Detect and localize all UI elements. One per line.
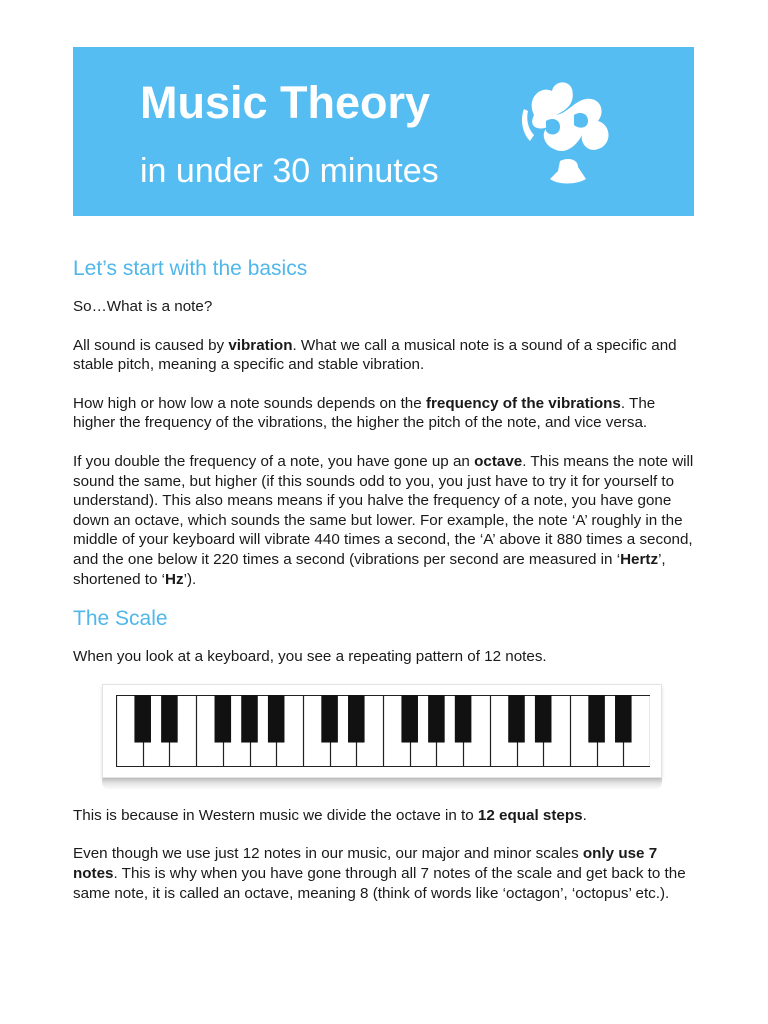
musescore-logo-icon	[516, 75, 616, 195]
heading-scale: The Scale	[73, 607, 168, 631]
page-title: Music Theory	[140, 77, 431, 128]
black-key	[455, 695, 472, 743]
piano-keyboard-image	[102, 684, 662, 792]
paragraph-octave: If you double the frequency of a note, you have gone up an octave. This means the note will sound the same, but higher (if this sounds odd to you, you just have to try it for yourself to understand). This also means means if you halve the frequency of a note, you have gone down an octave, which sounds the same but lower. For example, the note ‘A’ roughly in the middle of your keyboard will vibrate 440 times a second, the ‘A’ above it 880 times a second, and the one below it 220 times a second (vibrations per second are measured in ‘Hertz’, shortened to ‘Hz’).	[73, 452, 694, 588]
paragraph-equal-steps: This is because in Western music we divide the octave in to 12 equal steps.	[73, 806, 587, 824]
black-key	[535, 695, 552, 743]
bold-vibration: vibration	[228, 336, 293, 354]
bold-seven-notes: only use 7 notes	[73, 845, 658, 882]
black-key	[268, 695, 285, 743]
bold-equal-steps: 12 equal steps	[477, 806, 583, 824]
black-key	[215, 695, 232, 743]
paragraph-what-is-note: So…What is a note?	[73, 298, 213, 315]
black-key	[321, 695, 338, 743]
paragraph-vibration: All sound is caused by vibration. What we call a musical note is a sound of a specific and stable pitch, meaning a specific and stable vibration.	[73, 336, 677, 374]
paragraph-keyboard-pattern: When you look at a keyboard, you see a repeating pattern of 12 notes.	[73, 648, 547, 666]
bold-hz: Hz	[165, 570, 184, 588]
black-key	[241, 695, 258, 743]
black-key	[401, 695, 418, 743]
paragraph-frequency: How high or how low a note sounds depends on the frequency of the vibrations. The higher the frequency of the vibrations, the higher the pitch of the note, and vice versa.	[73, 394, 656, 432]
black-key	[588, 695, 605, 743]
main-content	[73, 255, 701, 903]
bold-octave: octave	[474, 452, 523, 470]
black-key	[508, 695, 525, 743]
black-key	[134, 695, 151, 743]
bold-frequency: frequency of the vibrations	[425, 394, 621, 412]
bold-hertz: Hertz	[620, 550, 659, 568]
black-key	[428, 695, 445, 743]
black-key	[615, 695, 632, 743]
header-banner	[73, 47, 694, 216]
black-key	[348, 695, 365, 743]
page-subtitle: in under 30 minutes	[140, 152, 439, 190]
heading-basics: Let’s start with the basics	[73, 257, 308, 280]
paragraph-seven-notes: Even though we use just 12 notes in our music, our major and minor scales only use 7 notes. This is why when you have gone through all 7 notes of the scale and get back to the same note, it is called an octave, meaning 8 (think of words like ‘octagon’, ‘octopus’ etc.).	[73, 845, 686, 902]
black-key	[161, 695, 178, 743]
piano-keys	[116, 695, 650, 767]
